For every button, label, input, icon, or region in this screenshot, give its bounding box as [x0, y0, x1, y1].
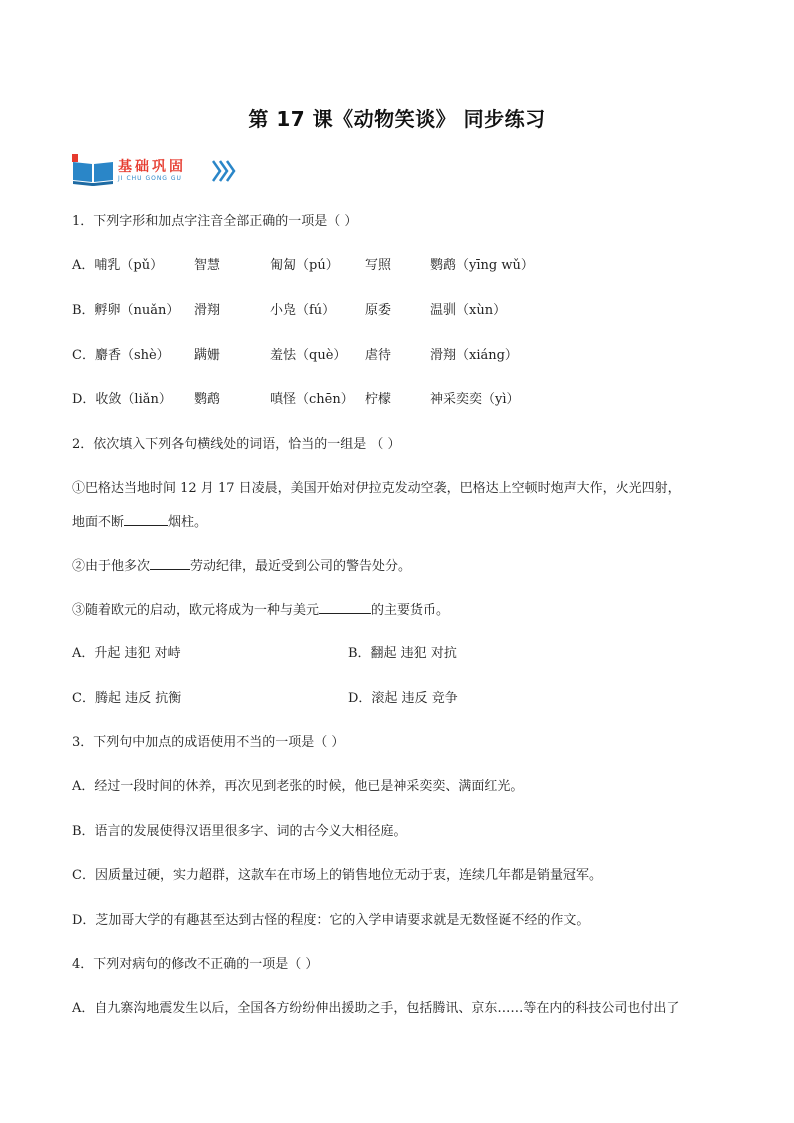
q3-option-c: C．因质量过硬，实力超群，这款车在市场上的销售地位无动于衷，连续几年都是销量冠军。 — [72, 868, 602, 883]
q2-sentence-1-suffix: 烟柱。 — [168, 515, 208, 530]
chevron-right-icon — [212, 160, 238, 186]
q1-option-c-word-3: 羞怯（què） — [270, 348, 347, 363]
fill-blank-3 — [319, 600, 371, 614]
q1-option-b-word-2: 滑翔 — [194, 303, 221, 318]
question-1-stem: 1．下列字形和加点字注音全部正确的一项是（ ） — [72, 214, 358, 229]
q1-option-d-word-4: 柠檬 — [365, 392, 392, 407]
q1-option-b-word-5: 温驯（xùn） — [430, 303, 507, 318]
q1-option-a-word-3: 匍匐（pú） — [270, 258, 339, 273]
q2-sentence-3 — [72, 600, 449, 620]
q2-sentence-2-prefix: ②由于他多次 — [72, 559, 151, 574]
q3-option-a: A．经过一段时间的休养，再次见到老张的时候，他已是神采奕奕、满面红光。 — [72, 779, 524, 794]
q2-sentence-2-suffix: 劳动纪律，最近受到公司的警告处分。 — [190, 559, 412, 574]
section-banner — [71, 152, 241, 190]
q1-option-c-word-2: 蹒姗 — [194, 348, 221, 363]
fill-blank-1 — [124, 512, 168, 526]
q1-option-a-word-4: 写照 — [365, 258, 392, 273]
q2-sentence-1-line-2 — [72, 512, 207, 532]
q1-option-a-word-2: 智慧 — [194, 258, 221, 273]
q1-option-b-word-1: B．孵卵（nuǎn） — [72, 303, 180, 318]
q2-option-b: B．翻起 违犯 对抗 — [348, 646, 457, 661]
q1-option-b-word-4: 原委 — [365, 303, 392, 318]
q2-sentence-1-line-1: ①巴格达当地时间 12 月 17 日凌晨，美国开始对伊拉克发动空袭，巴格达上空顿时炮声大作，火光四射， — [72, 481, 681, 496]
q2-sentence-3-suffix: 的主要货币。 — [371, 603, 450, 618]
section-title: 基础巩固 — [118, 159, 186, 175]
q1-option-a-word-5: 鹦鹉（yīng wǔ） — [430, 258, 534, 273]
page-title: 第 17 课《动物笑谈》 同步练习 — [248, 107, 546, 131]
q4-option-a: A．自九寨沟地震发生以后，全国各方纷纷伸出援助之手，包括腾讯、京东……等在内的科技公司也付出了 — [72, 1001, 680, 1016]
q1-option-a-word-1: A．哺乳（pǔ） — [72, 258, 164, 273]
q1-option-c-word-1: C．麝香（shè） — [72, 348, 170, 363]
book-icon — [71, 154, 115, 190]
q2-sentence-3-prefix: ③随着欧元的启动，欧元将成为一种与美元 — [72, 603, 320, 618]
q1-option-d-word-5: 神采奕奕（yì） — [430, 392, 520, 407]
question-4-stem: 4．下列对病句的修改不正确的一项是（ ） — [72, 957, 319, 972]
q2-sentence-2 — [72, 556, 411, 576]
q1-option-c-word-4: 虐待 — [365, 348, 392, 363]
fill-blank-2 — [150, 556, 190, 570]
question-3-stem: 3．下列句中加点的成语使用不当的一项是（ ） — [72, 735, 345, 750]
section-pinyin: JI CHU GONG GU — [118, 175, 182, 182]
q3-option-b: B．语言的发展使得汉语里很多字、词的古今义大相径庭。 — [72, 824, 407, 839]
q1-option-d-word-3: 嗔怪（chēn） — [270, 392, 354, 407]
q2-sentence-1-prefix: 地面不断 — [72, 515, 125, 530]
q1-option-d-word-2: 鹦鹉 — [194, 392, 221, 407]
question-2-stem: 2．依次填入下列各句横线处的词语，恰当的一组是 （ ） — [72, 437, 401, 452]
q1-option-d-word-1: D．收敛（liǎn） — [72, 392, 172, 407]
q2-option-c: C．腾起 违反 抗衡 — [72, 691, 182, 706]
q3-option-d: D．芝加哥大学的有趣甚至达到古怪的程度：它的入学申请要求就是无数怪诞不经的作文。 — [72, 913, 590, 928]
q2-option-a: A．升起 违犯 对峙 — [72, 646, 181, 661]
q1-option-c-word-5: 滑翔（xiáng） — [430, 348, 518, 363]
q1-option-b-word-3: 小凫（fú） — [270, 303, 336, 318]
q2-option-d: D．滚起 违反 竞争 — [348, 691, 458, 706]
